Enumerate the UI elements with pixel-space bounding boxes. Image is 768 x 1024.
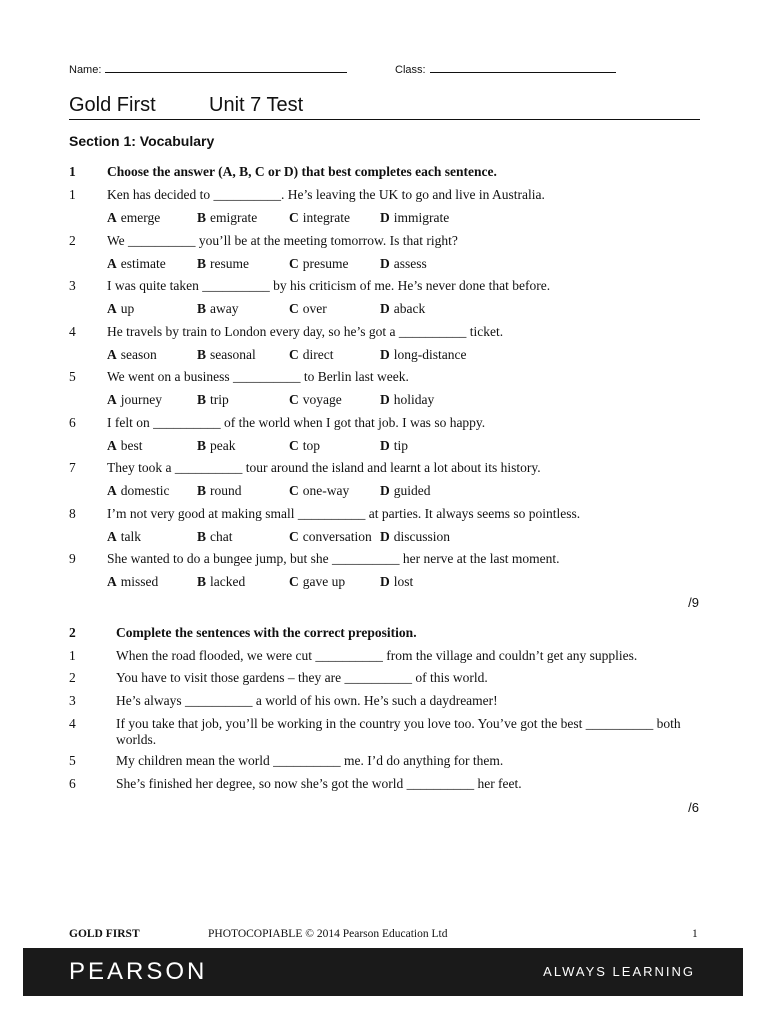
footer-course: GOLD FIRST <box>69 928 140 940</box>
option-letter: A <box>107 301 117 316</box>
answer-option[interactable] <box>289 574 345 590</box>
option-letter: C <box>289 437 299 453</box>
question-text: I felt on __________ of the world when I got that job. I was so happy. <box>107 414 486 430</box>
option-text: estimate <box>120 255 166 271</box>
option-text: journey <box>120 392 162 407</box>
question-text: They took a __________ tour around the island and learnt a lot about its history. <box>107 460 541 475</box>
exercise-1-score: /9 <box>688 595 699 610</box>
answer-option[interactable] <box>197 256 249 272</box>
option-letter: D <box>380 437 390 453</box>
answer-option[interactable] <box>289 438 320 454</box>
option-letter: A <box>107 346 117 362</box>
option-letter: D <box>380 483 390 498</box>
question-number: 5 <box>69 753 76 768</box>
option-text: seasonal <box>210 346 256 362</box>
option-letter: D <box>380 528 390 544</box>
option-letter: B <box>197 210 207 225</box>
answer-option[interactable] <box>107 210 160 226</box>
answer-option[interactable] <box>107 574 158 590</box>
title-course: Gold First <box>69 94 156 116</box>
option-letter: D <box>380 255 390 271</box>
option-letter: B <box>197 301 207 316</box>
answer-option[interactable] <box>107 256 166 272</box>
option-letter: C <box>289 392 299 407</box>
option-letter: B <box>197 255 207 271</box>
pearson-logo: PEARSON <box>69 958 208 985</box>
option-letter: A <box>107 255 117 271</box>
exercise-instruction: Complete the sentences with the correct preposition. <box>116 625 417 640</box>
answer-option[interactable] <box>380 210 449 226</box>
question-number: 8 <box>69 505 76 521</box>
question-number: 6 <box>69 776 76 791</box>
option-text: guided <box>393 483 431 498</box>
answer-option[interactable] <box>107 392 162 408</box>
footer-banner <box>23 948 743 996</box>
footer-tagline: ALWAYS LEARNING <box>543 964 695 979</box>
question-number: 9 <box>69 551 76 566</box>
exercise-number: 2 <box>69 625 76 640</box>
option-letter: B <box>197 437 207 453</box>
answer-option[interactable] <box>380 438 408 454</box>
option-text: lost <box>393 574 414 589</box>
name-label: Name: <box>69 64 102 76</box>
question-text: She’s finished her degree, so now she’s got the world __________ her feet. <box>116 776 522 791</box>
answer-option[interactable] <box>197 529 233 545</box>
option-letter: C <box>289 210 299 225</box>
option-text: trip <box>210 392 229 407</box>
option-text: emigrate <box>210 210 258 225</box>
question-text: We went on a business __________ to Berlin last week. <box>107 369 409 384</box>
option-text: up <box>120 301 135 316</box>
answer-option[interactable] <box>289 392 342 408</box>
answer-option[interactable] <box>380 347 466 363</box>
option-letter: A <box>107 437 117 453</box>
option-letter: B <box>197 574 207 589</box>
exercise-number: 1 <box>69 164 76 179</box>
question-text: If you take that job, you’ll be working in the country you love too. You’ve got the best __________ both worlds. <box>116 716 681 747</box>
question-text: Ken has decided to __________. He’s leaving the UK to go and live in Australia. <box>107 187 545 202</box>
footer-copyright: PHOTOCOPIABLE © 2014 Pearson Education Ltd <box>208 928 448 940</box>
answer-option[interactable] <box>197 392 229 408</box>
question-text: My children mean the world __________ me. I’d do anything for them. <box>116 753 504 768</box>
answer-option[interactable] <box>289 210 350 226</box>
option-text: conversation <box>302 528 372 544</box>
option-letter: D <box>380 210 390 225</box>
option-text: missed <box>120 574 159 589</box>
question-number: 5 <box>69 369 76 384</box>
option-text: discussion <box>393 528 451 544</box>
option-text: top <box>302 437 321 453</box>
question-number: 4 <box>69 323 76 339</box>
option-letter: B <box>197 483 207 498</box>
class-blank[interactable] <box>430 62 616 73</box>
answer-option[interactable] <box>197 210 257 226</box>
name-field <box>69 62 347 76</box>
option-text: assess <box>393 255 427 271</box>
option-letter: A <box>107 528 117 544</box>
answer-option[interactable] <box>289 347 333 363</box>
option-text: voyage <box>302 392 342 407</box>
question-text: I’m not very good at making small __________ at parties. It always seems so pointless. <box>107 505 581 521</box>
option-text: lacked <box>210 574 246 589</box>
answer-option[interactable] <box>107 483 170 499</box>
question-text: We __________ you’ll be at the meeting tomorrow. Is that right? <box>107 232 458 248</box>
option-letter: D <box>380 574 390 589</box>
question-text: I was quite taken __________ by his criticism of me. He’s never done that before. <box>107 278 551 293</box>
question-number: 1 <box>69 648 76 663</box>
answer-option[interactable] <box>289 301 327 317</box>
answer-option[interactable] <box>380 301 425 317</box>
option-letter: C <box>289 255 299 271</box>
answer-option[interactable] <box>107 529 141 545</box>
option-letter: B <box>197 346 207 362</box>
option-letter: B <box>197 528 207 544</box>
question-number: 4 <box>69 716 76 731</box>
option-text: chat <box>210 528 233 544</box>
option-letter: D <box>380 392 390 407</box>
answer-option[interactable] <box>380 483 431 499</box>
answer-option[interactable] <box>380 529 450 545</box>
question-text: She wanted to do a bungee jump, but she __________ her nerve at the last moment. <box>107 551 560 566</box>
option-letter: C <box>289 346 299 362</box>
answer-option[interactable] <box>197 347 256 363</box>
question-number: 2 <box>69 232 76 248</box>
option-text: direct <box>302 346 334 362</box>
exercise-2-score: /6 <box>688 800 699 815</box>
option-letter: A <box>107 483 117 498</box>
answer-option[interactable] <box>107 438 143 454</box>
option-text: integrate <box>302 210 350 225</box>
question-text: You have to visit those gardens – they are __________ of this world. <box>116 670 488 685</box>
section-title: Section 1: Vocabulary <box>69 133 215 149</box>
option-text: season <box>120 346 157 362</box>
option-letter: C <box>289 528 299 544</box>
answer-option[interactable] <box>289 529 372 545</box>
answer-option[interactable] <box>197 438 236 454</box>
answer-option[interactable] <box>380 256 427 272</box>
option-letter: A <box>107 210 117 225</box>
option-text: immigrate <box>393 210 450 225</box>
option-text: over <box>302 301 327 316</box>
option-text: peak <box>210 437 236 453</box>
answer-option[interactable] <box>289 256 348 272</box>
page-title <box>69 94 304 117</box>
title-unit: Unit 7 Test <box>209 94 304 116</box>
option-text: talk <box>120 528 141 544</box>
option-text: tip <box>393 437 409 453</box>
option-text: emerge <box>120 210 161 225</box>
option-text: domestic <box>120 483 170 498</box>
option-letter: D <box>380 346 390 362</box>
option-text: aback <box>393 301 426 316</box>
option-text: one-way <box>302 483 350 498</box>
option-letter: C <box>289 574 299 589</box>
option-text: best <box>120 437 143 453</box>
option-text: gave up <box>302 574 346 589</box>
option-text: resume <box>210 255 249 271</box>
answer-option[interactable] <box>197 574 245 590</box>
answer-option[interactable] <box>380 392 434 408</box>
option-letter: C <box>289 483 299 498</box>
answer-option[interactable] <box>107 347 157 363</box>
option-text: presume <box>302 255 349 271</box>
option-text: round <box>210 483 242 498</box>
option-text: away <box>210 301 239 316</box>
option-text: long-distance <box>393 346 467 362</box>
question-number: 7 <box>69 460 76 475</box>
class-label: Class: <box>395 64 426 76</box>
option-text: holiday <box>393 392 435 407</box>
question-number: 3 <box>69 278 76 293</box>
option-letter: B <box>197 392 207 407</box>
title-divider <box>69 119 700 120</box>
class-field <box>395 62 616 76</box>
question-text: When the road flooded, we were cut __________ from the village and couldn’t get any supplies. <box>116 648 638 663</box>
answer-option[interactable] <box>197 301 239 317</box>
footer-page-number: 1 <box>692 928 698 940</box>
question-number: 6 <box>69 414 76 430</box>
exercise-instruction: Choose the answer (A, B, C or D) that best completes each sentence. <box>107 164 497 179</box>
question-text: He travels by train to London every day, so he’s got a __________ ticket. <box>107 323 504 339</box>
answer-option[interactable] <box>107 301 134 317</box>
name-blank[interactable] <box>105 62 347 73</box>
answer-option[interactable] <box>197 483 242 499</box>
answer-option[interactable] <box>289 483 349 499</box>
option-letter: A <box>107 574 117 589</box>
option-letter: A <box>107 392 117 407</box>
question-number: 1 <box>69 187 76 202</box>
answer-option[interactable] <box>380 574 413 590</box>
option-letter: C <box>289 301 299 316</box>
question-text: He’s always __________ a world of his own. He’s such a daydreamer! <box>116 693 498 708</box>
question-number: 3 <box>69 693 76 708</box>
question-number: 2 <box>69 670 76 685</box>
option-letter: D <box>380 301 390 316</box>
